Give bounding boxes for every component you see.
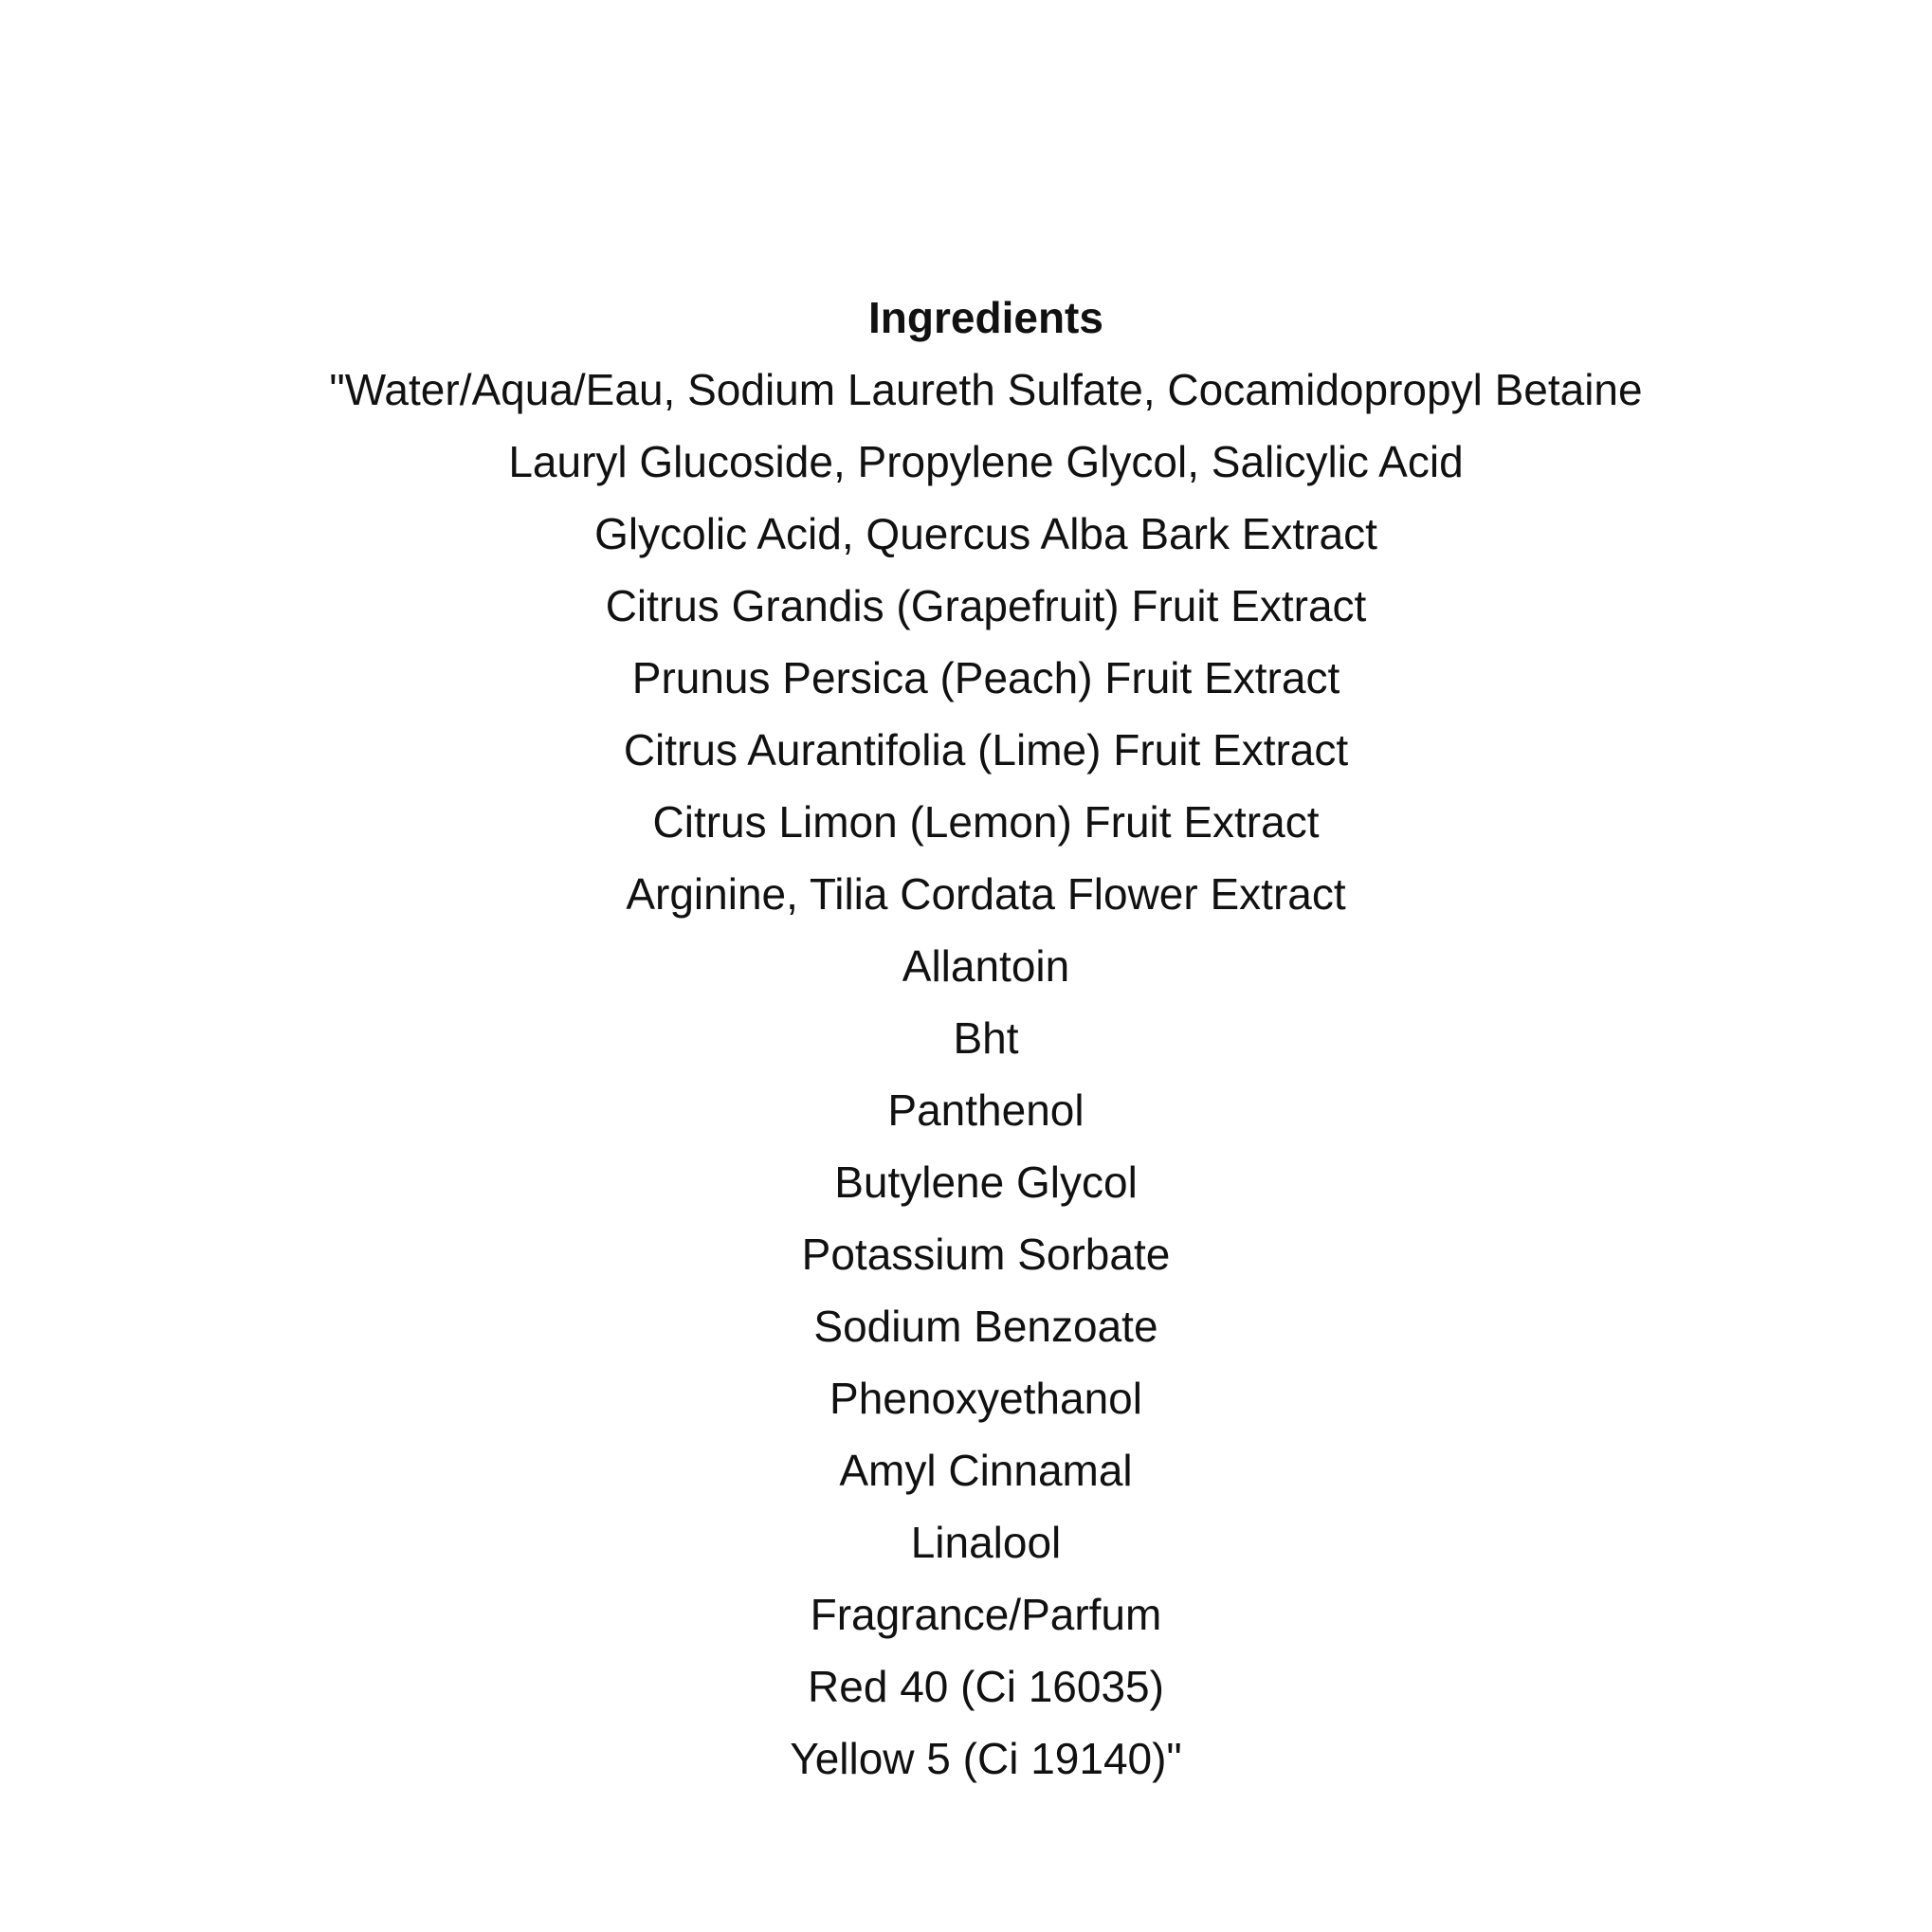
ingredient-line: Yellow 5 (Ci 19140)" (790, 1734, 1182, 1783)
ingredient-line: Glycolic Acid, Quercus Alba Bark Extract (594, 509, 1377, 558)
ingredient-line: Citrus Grandis (Grapefruit) Fruit Extract (605, 581, 1367, 630)
ingredient-line: Phenoxyethanol (829, 1374, 1142, 1423)
ingredient-line: Citrus Aurantifolia (Lime) Fruit Extract (623, 725, 1349, 775)
ingredient-line: Amyl Cinnamal (839, 1446, 1133, 1495)
ingredient-line: "Water/Aqua/Eau, Sodium Laureth Sulfate, Cocamidopropyl Betaine (329, 365, 1643, 414)
ingredient-line: Citrus Limon (Lemon) Fruit Extract (652, 797, 1320, 847)
ingredient-line: Butylene Glycol (834, 1157, 1138, 1207)
ingredient-line: Linalool (910, 1518, 1062, 1567)
ingredient-line: Arginine, Tilia Cordata Flower Extract (626, 869, 1346, 919)
ingredient-line: Red 40 (Ci 16035) (808, 1662, 1164, 1711)
ingredient-line: Sodium Benzoate (813, 1302, 1158, 1351)
ingredients-block (0, 282, 1932, 1795)
ingredient-line: Fragrance/Parfum (810, 1590, 1162, 1639)
ingredient-line: Prunus Persica (Peach) Fruit Extract (631, 653, 1340, 702)
ingredient-line: Potassium Sorbate (801, 1230, 1171, 1279)
ingredient-line: Lauryl Glucoside, Propylene Glycol, Salicylic Acid (508, 437, 1464, 486)
ingredient-line: Panthenol (887, 1085, 1084, 1135)
ingredient-line: Allantoin (902, 941, 1070, 991)
ingredients-title: Ingredients (868, 293, 1103, 342)
ingredient-line: Bht (953, 1013, 1019, 1063)
